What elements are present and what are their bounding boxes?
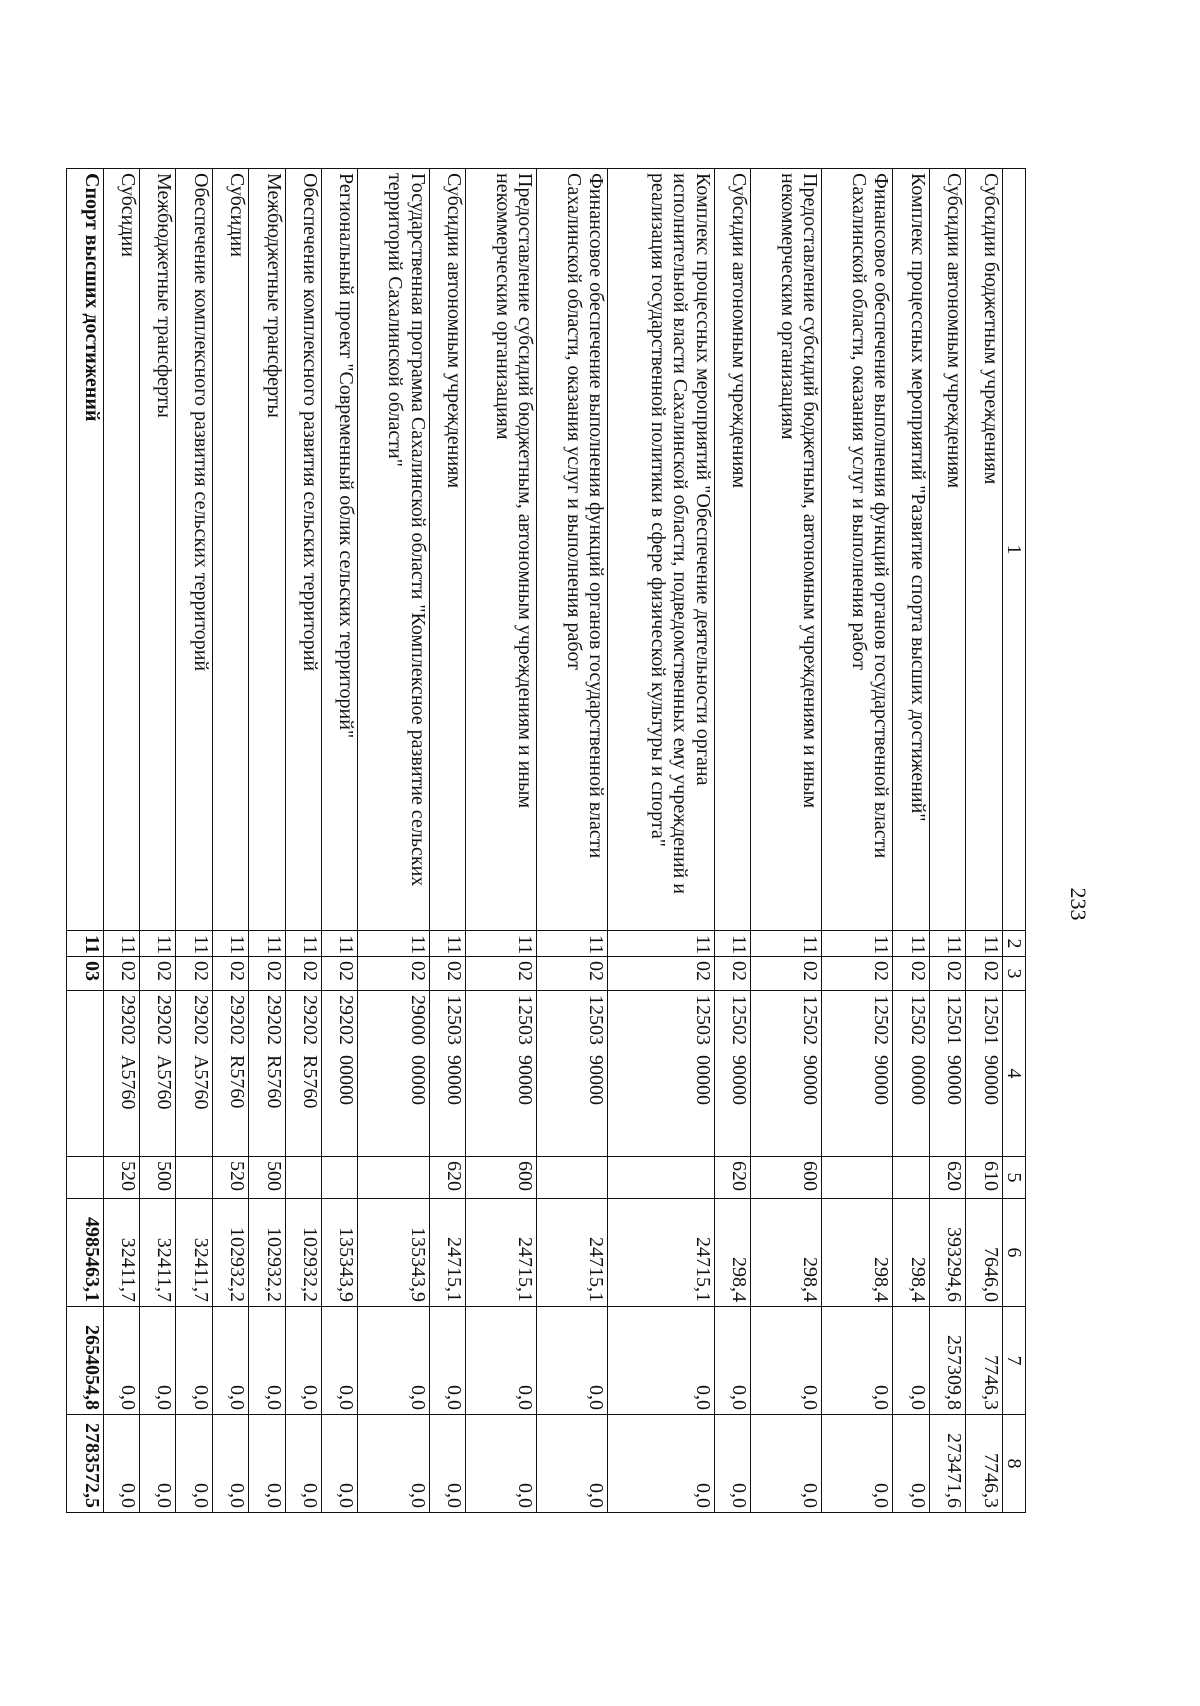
table-row bbox=[537, 169, 608, 1513]
cell-target-article bbox=[429, 991, 465, 1157]
cell-amount-col8: 0,0 bbox=[285, 1415, 321, 1513]
cell-name: Комплекс процессных мероприятий "Обеспечение деятельности органа исполнительной власти Сахалинской области, подведомственных ему учреждений и реализация государственной политики в сфере физической культуры и спорта" bbox=[608, 169, 714, 931]
cell-amount-col8: 0,0 bbox=[465, 1415, 536, 1513]
cell-amount-col8: 0,0 bbox=[537, 1415, 608, 1513]
cell-section: 11 bbox=[285, 931, 321, 957]
cell-expense-type: 600 bbox=[465, 1157, 536, 1199]
table-row bbox=[139, 169, 175, 1513]
cell-amount-col6: 32411,7 bbox=[176, 1199, 212, 1307]
cell-amount-col7: 0,0 bbox=[176, 1307, 212, 1415]
cell-amount-col7: 0,0 bbox=[103, 1307, 139, 1415]
cell-subsection: 02 bbox=[465, 957, 536, 991]
cell-amount-col8: 7746,3 bbox=[966, 1415, 1002, 1513]
target-article-direction-code: 90000 bbox=[870, 1055, 893, 1105]
cell-subsection: 02 bbox=[714, 957, 750, 991]
cell-amount-col7: 0,0 bbox=[321, 1307, 357, 1415]
cell-amount-col7: 2654054,8 bbox=[67, 1307, 104, 1415]
cell-section: 11 bbox=[103, 931, 139, 957]
cell-name: Предоставление субсидий бюджетным, автономным учреждениям и иным некоммерческим организациям bbox=[465, 169, 536, 931]
cell-expense-type bbox=[67, 1157, 104, 1199]
cell-name: Обеспечение комплексного развития сельских территорий bbox=[285, 169, 321, 931]
cell-subsection: 02 bbox=[822, 957, 893, 991]
cell-target-article bbox=[465, 991, 536, 1157]
cell-section: 11 bbox=[429, 931, 465, 957]
cell-amount-col7: 0,0 bbox=[249, 1307, 285, 1415]
table-row bbox=[212, 169, 248, 1513]
target-article-direction-code: 00000 bbox=[335, 1055, 358, 1105]
cell-amount-col6: 24715,1 bbox=[465, 1199, 536, 1307]
cell-section: 11 bbox=[249, 931, 285, 957]
cell-target-article bbox=[249, 991, 285, 1157]
cell-amount-col6: 102932,2 bbox=[249, 1199, 285, 1307]
cell-name: Финансовое обеспечение выполнения функций органов государственной власти Сахалинской области, оказания услуг и выполнения работ bbox=[822, 169, 893, 931]
cell-amount-col8: 0,0 bbox=[358, 1415, 429, 1513]
cell-amount-col8: 2783572,5 bbox=[67, 1415, 104, 1513]
table-row bbox=[321, 169, 357, 1513]
cell-expense-type bbox=[893, 1157, 929, 1199]
table-row bbox=[714, 169, 750, 1513]
cell-target-article bbox=[285, 991, 321, 1157]
target-article-program-code: 29202 bbox=[226, 995, 249, 1045]
cell-subsection: 02 bbox=[285, 957, 321, 991]
cell-expense-type bbox=[285, 1157, 321, 1199]
target-article-program-code: 12501 bbox=[979, 995, 1002, 1045]
cell-target-article bbox=[103, 991, 139, 1157]
cell-amount-col7: 0,0 bbox=[893, 1307, 929, 1415]
target-article-direction-code: A5760 bbox=[189, 1055, 212, 1110]
cell-subsection: 02 bbox=[750, 957, 821, 991]
cell-expense-type: 620 bbox=[929, 1157, 965, 1199]
cell-name: Комплекс процессных мероприятий "Развитие спорта высших достижений" bbox=[893, 169, 929, 931]
cell-amount-col6: 298,4 bbox=[714, 1199, 750, 1307]
target-article-program-code: 29202 bbox=[262, 995, 285, 1045]
cell-amount-col6: 24715,1 bbox=[537, 1199, 608, 1307]
target-article-direction-code: 00000 bbox=[906, 1055, 929, 1105]
cell-amount-col7: 7746,3 bbox=[966, 1307, 1002, 1415]
cell-amount-col8: 0,0 bbox=[176, 1415, 212, 1513]
cell-section: 11 bbox=[966, 931, 1002, 957]
cell-section: 11 bbox=[139, 931, 175, 957]
target-article-program-code: 12503 bbox=[442, 995, 465, 1045]
column-number: 5 bbox=[1002, 1157, 1025, 1199]
table-row bbox=[429, 169, 465, 1513]
cell-amount-col8: 0,0 bbox=[321, 1415, 357, 1513]
target-article-program-code: 12502 bbox=[870, 995, 893, 1045]
target-article-program-code: 12503 bbox=[691, 995, 714, 1045]
target-article-direction-code: 90000 bbox=[514, 1055, 537, 1105]
cell-target-article bbox=[139, 991, 175, 1157]
cell-expense-type: 600 bbox=[750, 1157, 821, 1199]
table-row bbox=[358, 169, 429, 1513]
cell-name: Государственная программа Сахалинской области "Комплексное развитие сельских территорий Сахалинской области" bbox=[358, 169, 429, 931]
cell-amount-col7: 0,0 bbox=[285, 1307, 321, 1415]
cell-amount-col6: 393294,6 bbox=[929, 1199, 965, 1307]
cell-target-article bbox=[321, 991, 357, 1157]
cell-target-article bbox=[176, 991, 212, 1157]
cell-target-article bbox=[358, 991, 429, 1157]
target-article-direction-code: 00000 bbox=[691, 1055, 714, 1105]
cell-section: 11 bbox=[750, 931, 821, 957]
cell-section: 11 bbox=[929, 931, 965, 957]
column-number: 4 bbox=[1002, 991, 1025, 1157]
column-number: 6 bbox=[1002, 1199, 1025, 1307]
cell-target-article bbox=[966, 991, 1002, 1157]
cell-amount-col6: 32411,7 bbox=[103, 1199, 139, 1307]
cell-subsection: 02 bbox=[537, 957, 608, 991]
cell-amount-col7: 0,0 bbox=[139, 1307, 175, 1415]
target-article-direction-code: 00000 bbox=[406, 1055, 429, 1105]
target-article-program-code: 12502 bbox=[727, 995, 750, 1045]
table-row bbox=[750, 169, 821, 1513]
cell-target-article bbox=[537, 991, 608, 1157]
cell-amount-col6: 102932,2 bbox=[212, 1199, 248, 1307]
table-row bbox=[966, 169, 1002, 1513]
cell-amount-col7: 0,0 bbox=[358, 1307, 429, 1415]
cell-amount-col6: 298,4 bbox=[893, 1199, 929, 1307]
cell-name: Субсидии bbox=[103, 169, 139, 931]
cell-amount-col8: 273471,6 bbox=[929, 1415, 965, 1513]
target-article-direction-code: 90000 bbox=[442, 1055, 465, 1105]
cell-name: Субсидии bbox=[212, 169, 248, 931]
target-article-program-code: 29202 bbox=[298, 995, 321, 1045]
target-article-direction-code: A5760 bbox=[116, 1055, 139, 1110]
cell-name: Предоставление субсидий бюджетным, автономным учреждениям и иным некоммерческим организациям bbox=[750, 169, 821, 931]
cell-target-article bbox=[893, 991, 929, 1157]
target-article-direction-code: 90000 bbox=[727, 1055, 750, 1105]
cell-name: Субсидии автономным учреждениям bbox=[429, 169, 465, 931]
target-article-program-code: 12502 bbox=[906, 995, 929, 1045]
cell-name: Региональный проект "Современный облик сельских территорий" bbox=[321, 169, 357, 931]
cell-subsection: 02 bbox=[321, 957, 357, 991]
cell-expense-type bbox=[321, 1157, 357, 1199]
cell-amount-col6: 298,4 bbox=[822, 1199, 893, 1307]
target-article-program-code: 12501 bbox=[943, 995, 966, 1045]
cell-target-article bbox=[822, 991, 893, 1157]
budget-table-container bbox=[66, 168, 1026, 1512]
cell-amount-col7: 0,0 bbox=[465, 1307, 536, 1415]
target-article-direction-code: 90000 bbox=[585, 1055, 608, 1105]
cell-subsection: 02 bbox=[103, 957, 139, 991]
target-article-program-code: 12503 bbox=[514, 995, 537, 1045]
cell-subsection: 03 bbox=[67, 957, 104, 991]
cell-target-article bbox=[608, 991, 714, 1157]
cell-name: Обеспечение комплексного развития сельских территорий bbox=[176, 169, 212, 931]
target-article-direction-code: R5760 bbox=[298, 1055, 321, 1109]
cell-target-article bbox=[714, 991, 750, 1157]
cell-name: Финансовое обеспечение выполнения функций органов государственной власти Сахалинской области, оказания услуг и выполнения работ bbox=[537, 169, 608, 931]
table-row bbox=[285, 169, 321, 1513]
target-article-program-code: 29202 bbox=[153, 995, 176, 1045]
cell-amount-col8: 0,0 bbox=[212, 1415, 248, 1513]
cell-amount-col8: 0,0 bbox=[249, 1415, 285, 1513]
column-number: 2 bbox=[1002, 931, 1025, 957]
cell-section: 11 bbox=[608, 931, 714, 957]
column-number-row bbox=[1002, 169, 1025, 1513]
cell-amount-col7: 0,0 bbox=[537, 1307, 608, 1415]
cell-amount-col7: 0,0 bbox=[212, 1307, 248, 1415]
cell-target-article bbox=[67, 991, 104, 1157]
target-article-direction-code: A5760 bbox=[153, 1055, 176, 1110]
cell-amount-col8: 0,0 bbox=[750, 1415, 821, 1513]
cell-amount-col8: 0,0 bbox=[822, 1415, 893, 1513]
cell-name: Спорт высших достижений bbox=[67, 169, 104, 931]
target-article-direction-code: R5760 bbox=[226, 1055, 249, 1109]
cell-section: 11 bbox=[321, 931, 357, 957]
cell-subsection: 02 bbox=[893, 957, 929, 991]
cell-amount-col7: 257309,8 bbox=[929, 1307, 965, 1415]
cell-expense-type: 500 bbox=[139, 1157, 175, 1199]
cell-name: Субсидии автономным учреждениям bbox=[714, 169, 750, 931]
cell-amount-col6: 298,4 bbox=[750, 1199, 821, 1307]
cell-section: 11 bbox=[537, 931, 608, 957]
page-number: 233 bbox=[1066, 887, 1091, 921]
cell-amount-col6: 135343,9 bbox=[321, 1199, 357, 1307]
cell-amount-col6: 24715,1 bbox=[608, 1199, 714, 1307]
column-number: 1 bbox=[1002, 169, 1025, 931]
table-row bbox=[465, 169, 536, 1513]
table-row bbox=[893, 169, 929, 1513]
cell-subsection: 02 bbox=[139, 957, 175, 991]
table-row bbox=[103, 169, 139, 1513]
table-row bbox=[929, 169, 965, 1513]
cell-amount-col6: 102932,2 bbox=[285, 1199, 321, 1307]
cell-subsection: 02 bbox=[429, 957, 465, 991]
cell-subsection: 02 bbox=[358, 957, 429, 991]
table-row bbox=[608, 169, 714, 1513]
cell-amount-col8: 0,0 bbox=[608, 1415, 714, 1513]
table-row bbox=[249, 169, 285, 1513]
cell-amount-col7: 0,0 bbox=[750, 1307, 821, 1415]
column-number: 8 bbox=[1002, 1415, 1025, 1513]
target-article-direction-code: 90000 bbox=[979, 1055, 1002, 1105]
cell-amount-col8: 0,0 bbox=[429, 1415, 465, 1513]
table-body bbox=[67, 169, 1003, 1513]
cell-subsection: 02 bbox=[212, 957, 248, 991]
cell-expense-type bbox=[822, 1157, 893, 1199]
cell-amount-col8: 0,0 bbox=[714, 1415, 750, 1513]
cell-expense-type: 620 bbox=[429, 1157, 465, 1199]
cell-section: 11 bbox=[176, 931, 212, 957]
table-row bbox=[176, 169, 212, 1513]
cell-target-article bbox=[929, 991, 965, 1157]
total-row bbox=[67, 169, 104, 1513]
cell-amount-col7: 0,0 bbox=[822, 1307, 893, 1415]
cell-subsection: 02 bbox=[966, 957, 1002, 991]
cell-name: Субсидии автономным учреждениям bbox=[929, 169, 965, 931]
cell-expense-type bbox=[608, 1157, 714, 1199]
cell-expense-type bbox=[537, 1157, 608, 1199]
target-article-direction-code: R5760 bbox=[262, 1055, 285, 1109]
cell-expense-type: 610 bbox=[966, 1157, 1002, 1199]
cell-section: 11 bbox=[465, 931, 536, 957]
column-number: 7 bbox=[1002, 1307, 1025, 1415]
cell-section: 11 bbox=[714, 931, 750, 957]
cell-section: 11 bbox=[822, 931, 893, 957]
cell-expense-type: 500 bbox=[249, 1157, 285, 1199]
cell-name: Межбюджетные трансферты bbox=[139, 169, 175, 931]
target-article-direction-code: 90000 bbox=[799, 1055, 822, 1105]
cell-target-article bbox=[212, 991, 248, 1157]
cell-section: 11 bbox=[358, 931, 429, 957]
column-number: 3 bbox=[1002, 957, 1025, 991]
budget-table-rotated bbox=[66, 168, 1026, 1512]
target-article-program-code: 29202 bbox=[189, 995, 212, 1045]
table-row bbox=[822, 169, 893, 1513]
cell-target-article bbox=[750, 991, 821, 1157]
target-article-program-code: 29202 bbox=[335, 995, 358, 1045]
cell-amount-col7: 0,0 bbox=[608, 1307, 714, 1415]
target-article-program-code: 29202 bbox=[116, 995, 139, 1045]
cell-amount-col6: 7646,0 bbox=[966, 1199, 1002, 1307]
cell-name: Межбюджетные трансферты bbox=[249, 169, 285, 931]
cell-amount-col6: 24715,1 bbox=[429, 1199, 465, 1307]
target-article-program-code: 12502 bbox=[799, 995, 822, 1045]
cell-amount-col6: 135343,9 bbox=[358, 1199, 429, 1307]
cell-amount-col7: 0,0 bbox=[714, 1307, 750, 1415]
cell-subsection: 02 bbox=[249, 957, 285, 991]
budget-table bbox=[66, 168, 1026, 1513]
target-article-direction-code: 90000 bbox=[943, 1055, 966, 1105]
cell-subsection: 02 bbox=[929, 957, 965, 991]
cell-name: Субсидии бюджетным учреждениям bbox=[966, 169, 1002, 931]
cell-amount-col8: 0,0 bbox=[139, 1415, 175, 1513]
cell-expense-type: 620 bbox=[714, 1157, 750, 1199]
cell-amount-col8: 0,0 bbox=[103, 1415, 139, 1513]
cell-section: 11 bbox=[212, 931, 248, 957]
cell-expense-type: 520 bbox=[103, 1157, 139, 1199]
cell-section: 11 bbox=[893, 931, 929, 957]
cell-expense-type bbox=[358, 1157, 429, 1199]
cell-subsection: 02 bbox=[176, 957, 212, 991]
cell-amount-col8: 0,0 bbox=[893, 1415, 929, 1513]
cell-amount-col7: 0,0 bbox=[429, 1307, 465, 1415]
cell-expense-type bbox=[176, 1157, 212, 1199]
cell-amount-col6: 4985463,1 bbox=[67, 1199, 104, 1307]
target-article-program-code: 12503 bbox=[585, 995, 608, 1045]
cell-amount-col6: 32411,7 bbox=[139, 1199, 175, 1307]
cell-subsection: 02 bbox=[608, 957, 714, 991]
cell-section: 11 bbox=[67, 931, 104, 957]
target-article-program-code: 29000 bbox=[406, 995, 429, 1045]
cell-expense-type: 520 bbox=[212, 1157, 248, 1199]
